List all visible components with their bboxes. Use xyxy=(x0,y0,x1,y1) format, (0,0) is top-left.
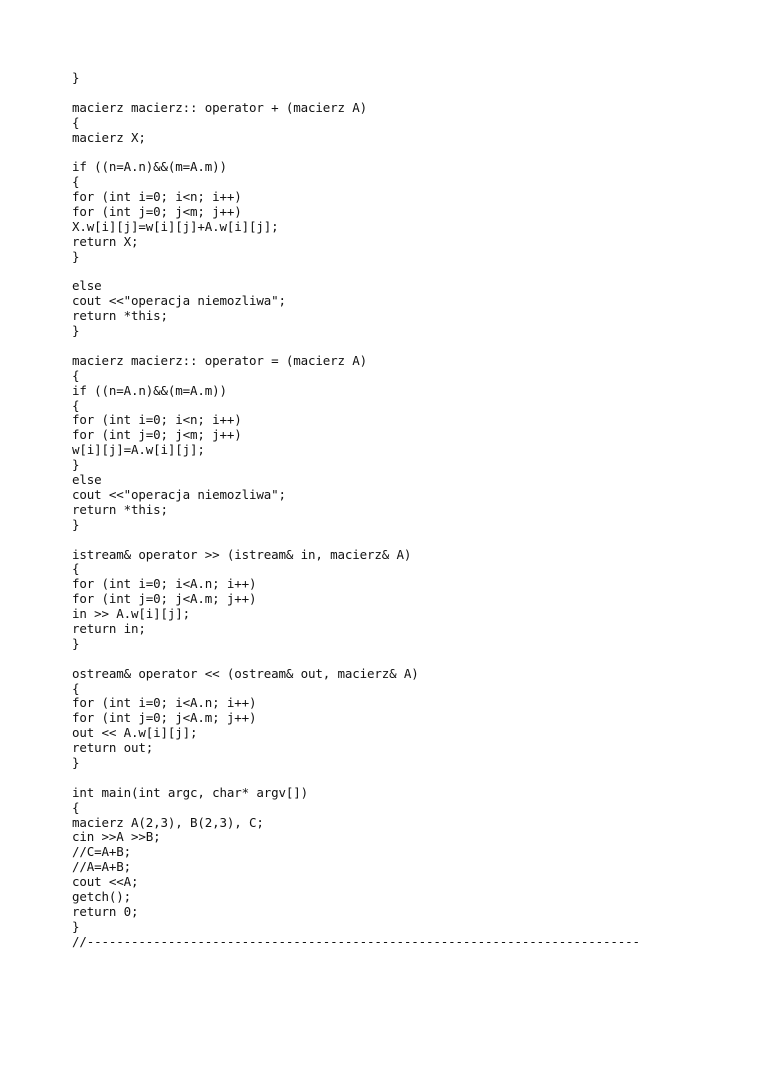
code-line: { xyxy=(72,397,80,413)
code-line: for (int i=0; i<n; i++) xyxy=(72,412,242,428)
code-line: for (int j=0; j<m; j++) xyxy=(72,427,242,443)
code-line: return *this; xyxy=(72,308,168,324)
code-line: } xyxy=(72,516,80,532)
code-line: return out; xyxy=(72,740,154,756)
code-line: for (int j=0; j<A.m; j++) xyxy=(72,710,257,726)
code-line: } xyxy=(72,70,80,85)
code-line: if ((n=A.n)&&(m=A.m)) xyxy=(72,382,227,398)
code-line: cin >>A >>B; xyxy=(72,829,161,845)
code-line: macierz macierz:: operator = (macierz A) xyxy=(72,352,368,368)
code-line: ostream& operator << (ostream& out, macierz& A) xyxy=(72,665,419,681)
code-line: return X; xyxy=(72,233,139,249)
code-line: //A=A+B; xyxy=(72,859,132,875)
code-line: cout <<A; xyxy=(72,874,139,890)
code-line: { xyxy=(72,367,80,383)
code-line: in >> A.w[i][j]; xyxy=(72,606,191,622)
code-line: if ((n=A.n)&&(m=A.m)) xyxy=(72,159,227,175)
code-line xyxy=(72,265,732,280)
code-line: } xyxy=(72,323,80,339)
code-line: } xyxy=(72,635,80,651)
code-line xyxy=(72,145,732,160)
code-line: w[i][j]=A.w[i][j]; xyxy=(72,442,205,458)
code-line: { xyxy=(72,174,80,190)
code-line: macierz X; xyxy=(72,129,146,145)
code-line: for (int j=0; j<m; j++) xyxy=(72,204,242,220)
code-line: macierz A(2,3), B(2,3), C; xyxy=(72,814,264,830)
code-line: return *this; xyxy=(72,501,168,517)
code-line xyxy=(72,86,732,101)
code-line xyxy=(72,533,732,548)
code-line xyxy=(72,339,732,354)
code-line: istream& operator >> (istream& in, macierz& A) xyxy=(72,546,412,562)
code-line: else xyxy=(72,278,102,294)
code-line: //--------------------------------------------------------------------------- xyxy=(72,933,640,949)
code-line: macierz macierz:: operator + (macierz A) xyxy=(72,99,368,115)
code-line: } xyxy=(72,457,80,473)
code-line xyxy=(72,771,732,786)
code-line: //C=A+B; xyxy=(72,844,132,860)
code-line: for (int j=0; j<A.m; j++) xyxy=(72,591,257,607)
code-page xyxy=(72,71,732,950)
code-line: out << A.w[i][j]; xyxy=(72,725,198,741)
code-line: for (int i=0; i<n; i++) xyxy=(72,189,242,205)
code-line: { xyxy=(72,680,80,696)
code-line: } xyxy=(72,248,80,264)
code-line xyxy=(72,652,732,667)
code-line: return 0; xyxy=(72,903,139,919)
code-line: cout <<"operacja niemozliwa"; xyxy=(72,486,286,502)
code-line: X.w[i][j]=w[i][j]+A.w[i][j]; xyxy=(72,218,279,234)
code-line: } xyxy=(72,918,80,934)
code-line: cout <<"operacja niemozliwa"; xyxy=(72,293,286,309)
code-line: getch(); xyxy=(72,888,132,904)
code-line: for (int i=0; i<A.n; i++) xyxy=(72,576,257,592)
code-line: return in; xyxy=(72,620,146,636)
code-line: } xyxy=(72,754,80,770)
code-line: { xyxy=(72,561,80,577)
code-line: { xyxy=(72,799,80,815)
code-line: { xyxy=(72,114,80,130)
code-line: int main(int argc, char* argv[]) xyxy=(72,784,309,800)
code-line: for (int i=0; i<A.n; i++) xyxy=(72,695,257,711)
code-line: else xyxy=(72,472,102,488)
